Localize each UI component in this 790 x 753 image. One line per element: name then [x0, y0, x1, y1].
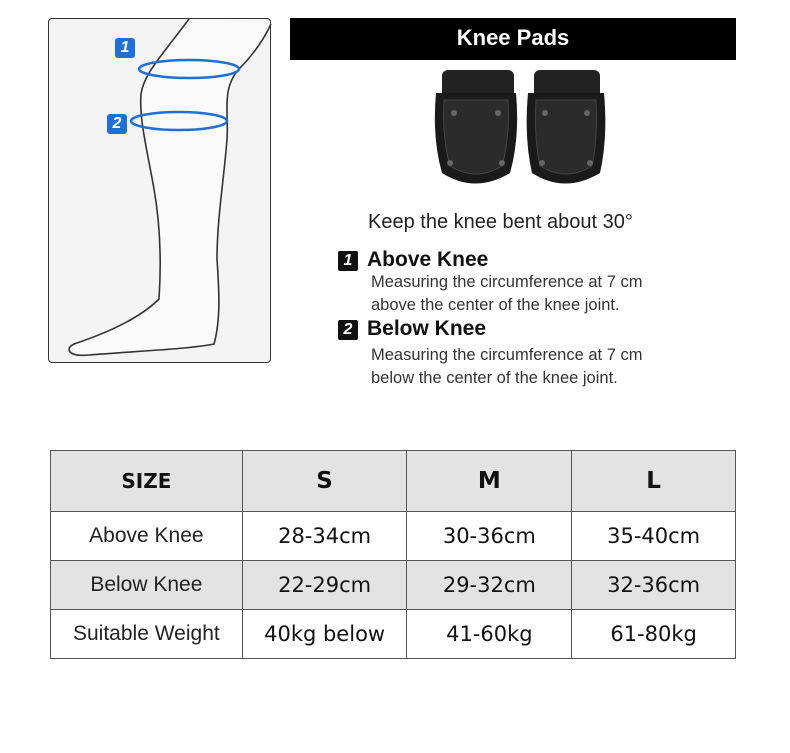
header-m: M [407, 451, 572, 512]
knee-angle-tip: Keep the knee bent about 30° [368, 211, 633, 233]
marker-1-icon: 1 [115, 38, 135, 58]
table-row [51, 561, 736, 610]
header-s: S [242, 451, 407, 512]
table-row [51, 610, 736, 659]
row-label: Below Knee [51, 561, 243, 610]
number-2-icon: 2 [338, 320, 358, 340]
table-cell: 22-29cm [242, 561, 407, 610]
table-cell: 30-36cm [407, 512, 572, 561]
table-cell: 61-80kg [572, 610, 736, 659]
table-cell: 40kg below [242, 610, 407, 659]
number-1-icon: 1 [338, 251, 358, 271]
above-knee-line-1: Measuring the circumference at 7 cm [371, 273, 643, 291]
row-label: Above Knee [51, 512, 243, 561]
table-cell: 41-60kg [407, 610, 572, 659]
below-knee-description [371, 344, 751, 390]
table-cell: 28-34cm [242, 512, 407, 561]
header-l: L [572, 451, 736, 512]
product-title: Knee Pads [290, 18, 736, 60]
below-knee-line-2: below the center of the knee joint. [371, 369, 618, 387]
leg-outline [69, 19, 271, 355]
leg-illustration [48, 18, 271, 363]
leg-drawing [49, 19, 272, 364]
table-cell: 32-36cm [572, 561, 736, 610]
knee-pad-left [435, 70, 517, 184]
table-header-row [51, 451, 736, 512]
size-chart-table [50, 450, 736, 659]
below-knee-heading: Below Knee [367, 317, 487, 340]
table-cell: 35-40cm [572, 512, 736, 561]
above-knee-heading: Above Knee [367, 248, 489, 271]
above-knee-description [371, 271, 751, 317]
row-label: Suitable Weight [51, 610, 243, 659]
knee-pads-image [430, 68, 610, 193]
table-cell: 29-32cm [407, 561, 572, 610]
above-knee-line-2: above the center of the knee joint. [371, 296, 620, 314]
knee-pad-right [527, 70, 606, 184]
marker-2-icon: 2 [107, 114, 127, 134]
header-size: SIZE [51, 451, 243, 512]
table-row [51, 512, 736, 561]
below-knee-line-1: Measuring the circumference at 7 cm [371, 346, 643, 364]
